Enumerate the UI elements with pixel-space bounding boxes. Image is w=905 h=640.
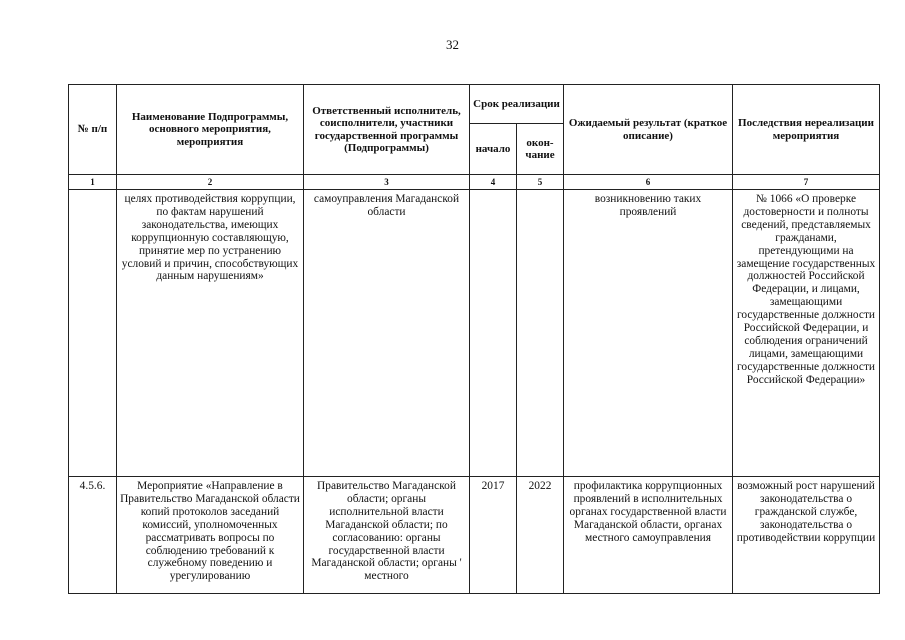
- column-number: 6: [564, 175, 733, 190]
- cell-start: 2017: [470, 477, 517, 594]
- cell-executor: Правительство Магаданской области; органы исполнительной власти Магаданской области; по согласованию: органы государственной власти Магаданской области; органы ' местного: [304, 477, 470, 594]
- table-row: [69, 190, 880, 477]
- column-number: 2: [117, 175, 304, 190]
- header-start: начало: [470, 124, 517, 175]
- cell-name: целях противодействия коррупции, по фактам нарушений законодательства, имеющих коррупционную составляющую, принятие мер по устранению условий и причин, способствующих данным нарушениям»: [117, 190, 304, 477]
- column-number-row: [69, 175, 880, 190]
- header-executor: Ответственный исполнитель, соисполнители, участники государственной программы (Подпрограммы): [304, 85, 470, 175]
- column-number: 7: [733, 175, 880, 190]
- cell-executor: самоуправления Магаданской области: [304, 190, 470, 477]
- cell-end: [517, 190, 564, 477]
- column-number: 5: [517, 175, 564, 190]
- program-table: [68, 84, 880, 594]
- column-number: 3: [304, 175, 470, 190]
- header-num: № п/п: [69, 85, 117, 175]
- header-result: Ожидаемый результат (краткое описание): [564, 85, 733, 175]
- cell-result: профилактика коррупционных проявлений в исполнительных органах государственной власти Магаданской области, органах местного самоуправления: [564, 477, 733, 594]
- cell-result: возникновению таких проявлений: [564, 190, 733, 477]
- header-row-top: [69, 85, 880, 124]
- column-number: 1: [69, 175, 117, 190]
- cell-num: 4.5.6.: [69, 477, 117, 594]
- header-name: Наименование Подпрограммы, основного мероприятия, мероприятия: [117, 85, 304, 175]
- cell-consequences: № 1066 «О проверке достоверности и полноты сведений, представляемых гражданами, претендующими на замещение государственных должностей Российской Федерации, и лицами, замещающими государственные должности Российской Федерации, и соблюдения ограничений лицами, замещающими государственные должности Российской Федерации»: [733, 190, 880, 477]
- cell-consequences: возможный рост нарушений законодательства о гражданской службе, законодательства о противодействии коррупции: [733, 477, 880, 594]
- page-number: 32: [446, 37, 459, 52]
- cell-num: [69, 190, 117, 477]
- column-number: 4: [470, 175, 517, 190]
- cell-end: 2022: [517, 477, 564, 594]
- header-period: Срок реализации: [470, 85, 564, 124]
- cell-name: Мероприятие «Направление в Правительство Магаданской области копий протоколов заседаний комиссий, уполномоченных рассматривать вопросы по соблюдению требований к служебному поведению и урегулированию: [117, 477, 304, 594]
- header-consequences: Последствия нереализации мероприятия: [733, 85, 880, 175]
- cell-start: [470, 190, 517, 477]
- header-end: окон-чание: [517, 124, 564, 175]
- table-row: [69, 477, 880, 594]
